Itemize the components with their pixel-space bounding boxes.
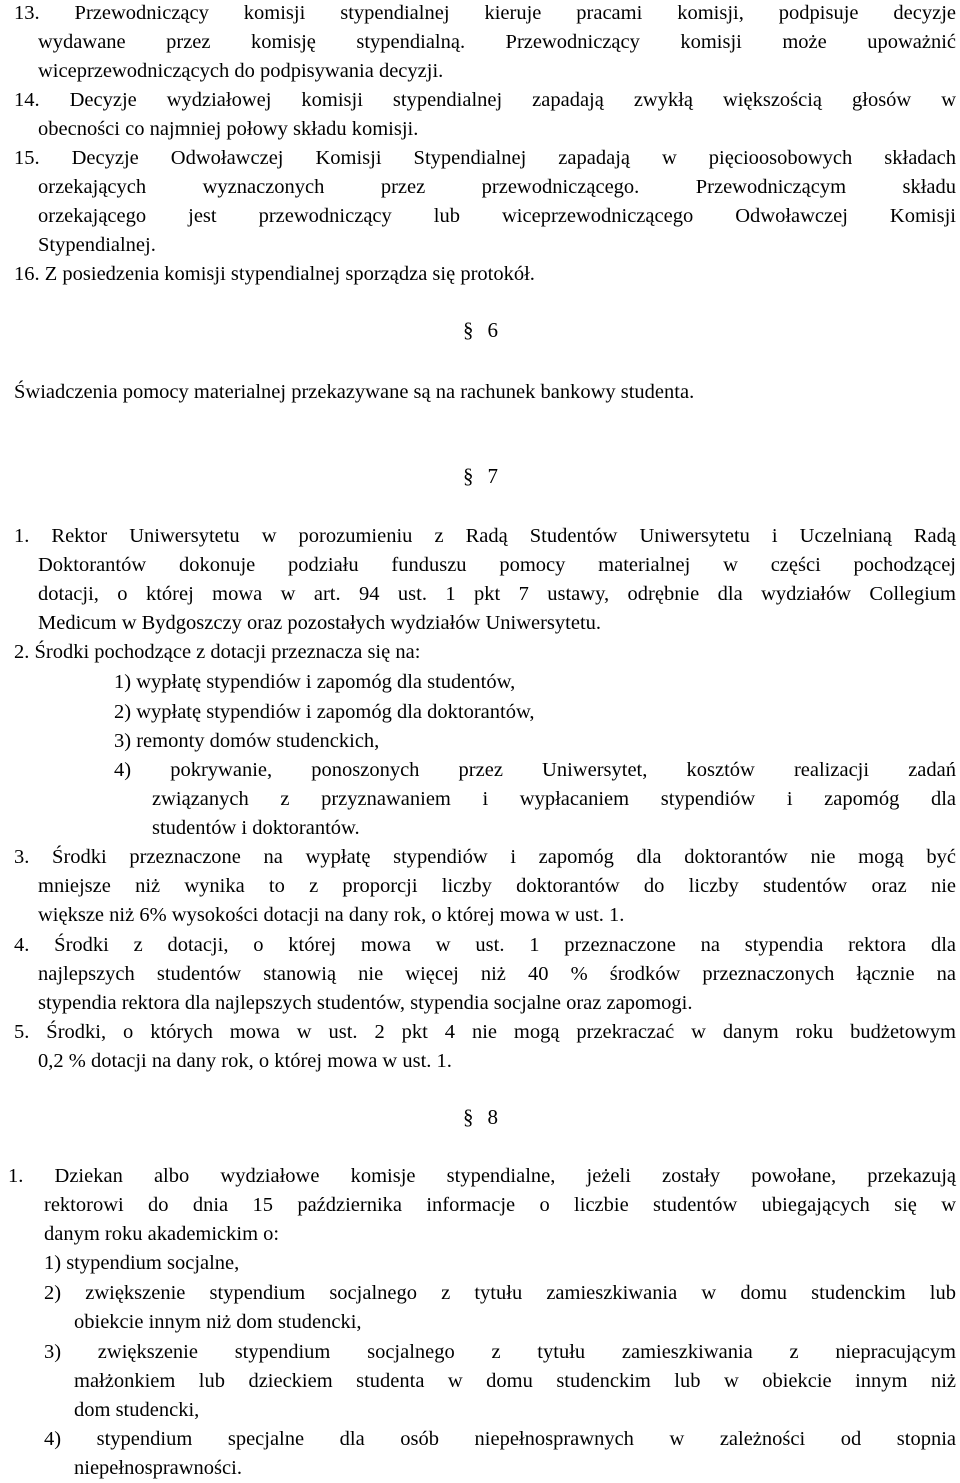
s7-item-2-point-3: 3) remonty domów studenckich, (114, 730, 380, 752)
item-15-line-2: orzekających wyznaczonych przez przewodniczącego. Przewodniczącym składu (38, 176, 956, 198)
s7-item-3-line-3: większe niż 6% wysokości dotacji na dany rok, o której mowa w ust. 1. (38, 904, 625, 926)
s7-item-2-point-1: 1) wypłatę stypendiów i zapomóg dla studentów, (114, 671, 516, 693)
s8-point-4-line-1: 4) stypendium specjalne dla osób niepełnosprawnych w zależności od stopnia (44, 1428, 956, 1450)
section-heading-7 (463, 464, 498, 489)
s7-item-3-line-1: 3. Środki przeznaczone na wypłatę stypendiów i zapomóg dla doktorantów nie mogą być (14, 846, 956, 868)
s7-item-2-point-4-line-1: 4) pokrywanie, ponoszonych przez Uniwersytet, kosztów realizacji zadań (114, 759, 956, 781)
s7-item-3-line-2: mniejsze niż wynika to z proporcji liczby doktorantów do liczby studentów oraz nie (38, 875, 956, 897)
section-symbol: § (463, 464, 474, 488)
s7-item-2-point-4-line-3: studentów i doktorantów. (152, 817, 360, 839)
section-number: 7 (487, 464, 498, 488)
s8-item-1-line-1: 1. Dziekan albo wydziałowe komisje stypendialne, jeżeli zostały powołane, przekazują (8, 1165, 956, 1187)
item-16-line-1: 16. Z posiedzenia komisji stypendialnej sporządza się protokół. (14, 263, 535, 285)
s8-item-1-line-3: danym roku akademickim o: (44, 1223, 280, 1245)
s7-item-4-line-1: 4. Środki z dotacji, o której mowa w ust. 1 przeznaczone na stypendia rektora dla (14, 934, 956, 956)
item-15-line-1: 15. Decyzje Odwoławczej Komisji Stypendialnej zapadają w pięcioosobowych składach (14, 147, 956, 169)
s8-item-1-line-2: rektorowi do dnia 15 października informacje o liczbie studentów ubiegających się w (44, 1194, 956, 1216)
item-13-line-1: 13. Przewodniczący komisji stypendialnej kieruje pracami komisji, podpisuje decyzje (14, 2, 956, 24)
item-13-line-2: wydawane przez komisję stypendialną. Przewodniczący komisji może upoważnić (38, 31, 956, 53)
s7-item-5-line-1: 5. Środki, o których mowa w ust. 2 pkt 4 nie mogą przekraczać w danym roku budżetowym (14, 1021, 956, 1043)
s8-point-4-line-2: niepełnosprawności. (74, 1457, 242, 1479)
section-heading-6 (463, 318, 498, 343)
section-symbol: § (463, 318, 474, 342)
item-13-line-3: wiceprzewodniczących do podpisywania decyzji. (38, 60, 444, 82)
s8-point-2-line-2: obiekcie innym niż dom studencki, (74, 1311, 362, 1333)
s7-item-1-line-3: dotacji, o której mowa w art. 94 ust. 1 pkt 7 ustawy, odrębnie dla wydziałów Collegium (38, 583, 956, 605)
s8-point-3-line-1: 3) zwiększenie stypendium socjalnego z tytułu zamieszkiwania z niepracującym (44, 1341, 956, 1363)
section-6-text: Świadczenia pomocy materialnej przekazywane są na rachunek bankowy studenta. (14, 381, 695, 403)
section-number: 6 (487, 318, 498, 342)
s8-point-3-line-3: dom studencki, (74, 1399, 200, 1421)
item-15-line-4: Stypendialnej. (38, 234, 156, 256)
s7-item-4-line-3: stypendia rektora dla najlepszych studentów, stypendia socjalne oraz zapomogi. (38, 992, 693, 1014)
s7-item-1-line-2: Doktorantów dokonuje podziału funduszu pomocy materialnej w części pochodzącej (38, 554, 956, 576)
s7-item-1-line-1: 1. Rektor Uniwersytetu w porozumieniu z Radą Studentów Uniwersytetu i Uczelnianą Radą (14, 525, 956, 547)
s8-point-1: 1) stypendium socjalne, (44, 1252, 240, 1274)
s7-item-1-line-4: Medicum w Bydgoszczy oraz pozostałych wydziałów Uniwersytetu. (38, 612, 602, 634)
item-14-line-2: obecności co najmniej połowy składu komisji. (38, 118, 419, 140)
section-heading-8 (463, 1105, 498, 1130)
section-number: 8 (487, 1105, 498, 1129)
s7-item-2-point-2: 2) wypłatę stypendiów i zapomóg dla doktorantów, (114, 701, 535, 723)
s7-item-2-point-4-line-2: związanych z przyznawaniem i wypłacaniem stypendiów i zapomóg dla (152, 788, 956, 810)
s7-item-2-line-1: 2. Środki pochodzące z dotacji przeznacza się na: (14, 641, 421, 663)
item-15-line-3: orzekającego jest przewodniczący lub wiceprzewodniczącego Odwoławczej Komisji (38, 205, 956, 227)
s7-item-4-line-2: najlepszych studentów stanowią nie więcej niż 40 % środków przeznaczonych łącznie na (38, 963, 956, 985)
section-symbol: § (463, 1105, 474, 1129)
s7-item-5-line-2: 0,2 % dotacji na dany rok, o której mowa w ust. 1. (38, 1050, 452, 1072)
s8-point-2-line-1: 2) zwiększenie stypendium socjalnego z tytułu zamieszkiwania w domu studenckim lub (44, 1282, 956, 1304)
s8-point-3-line-2: małżonkiem lub dzieckiem studenta w domu studenckim lub w obiekcie innym niż (74, 1370, 956, 1392)
item-14-line-1: 14. Decyzje wydziałowej komisji stypendialnej zapadają zwykłą większością głosów w (14, 89, 956, 111)
